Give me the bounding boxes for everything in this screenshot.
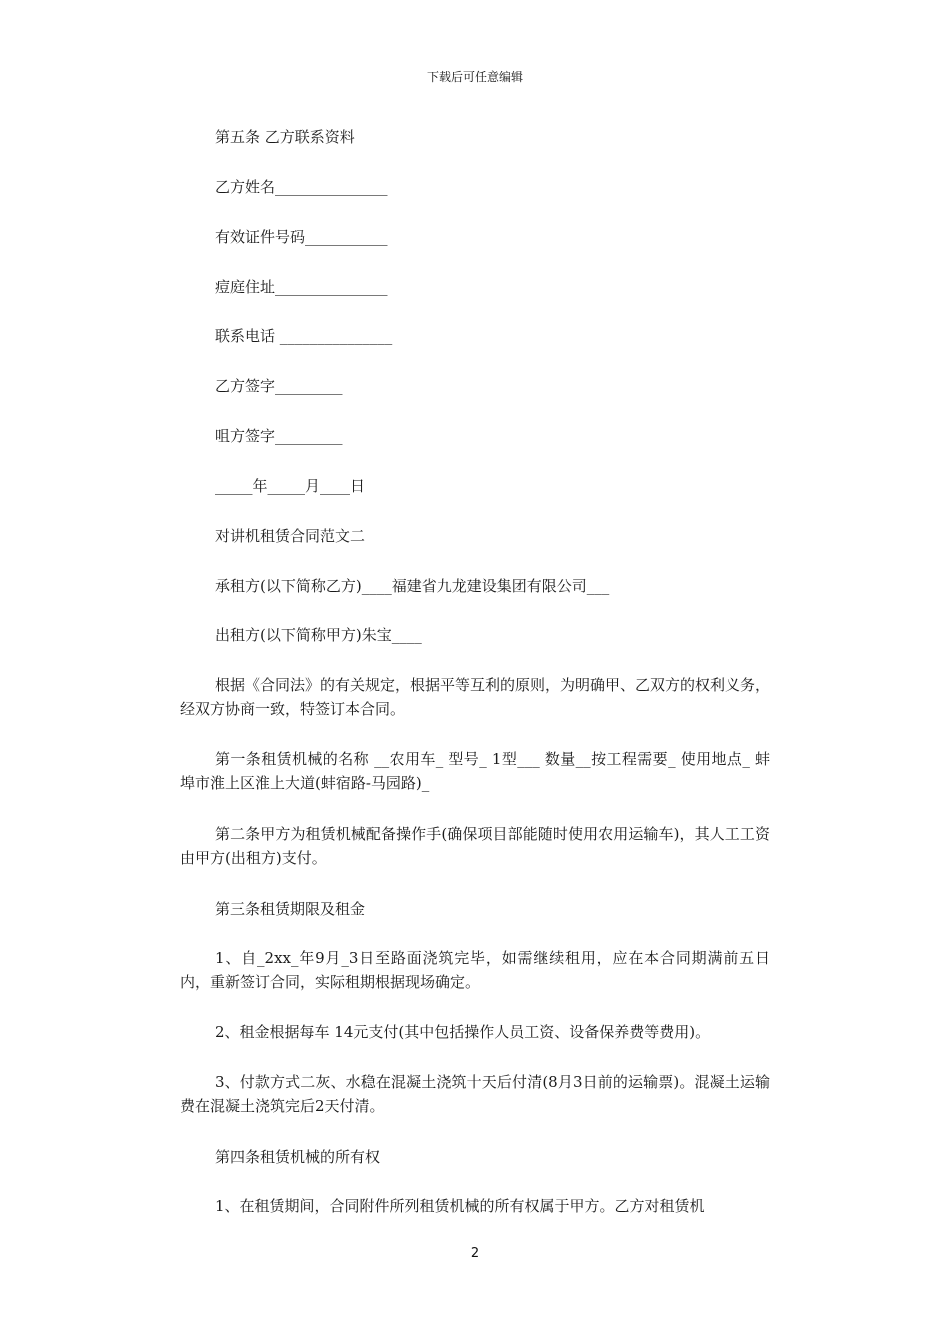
article-4-heading: 第四条租赁机械的所有权 xyxy=(215,1148,381,1166)
article-1-paragraph: 第一条租赁机械的名称 __农用车_ 型号_ 1型___ 数量__按工程需要_ 使用地点_ 蚌埠市淮上区淮上大道(蚌宿路-马园路)_ xyxy=(180,750,770,792)
article-4-clause-1: 1、在租赁期间，合同附件所列租赁机械的所有权属于甲方。乙方对租赁机 xyxy=(215,1197,705,1215)
lessee-line: 承租方(以下简称乙方)____福建省九龙建设集团有限公司___ xyxy=(215,577,610,595)
date-field: _____年_____月____日 xyxy=(215,477,366,495)
article-2-paragraph: 第二条甲方为租赁机械配备操作手(确保项目部能随时使用农用运输车)，其人工工资由甲方(出租方)支付。 xyxy=(180,825,770,867)
contract-title: 对讲机租赁合同范文二 xyxy=(215,527,366,545)
article-3-clause-1: 1、自_2xx_年9月_3日至路面浇筑完毕，如需继续租用，应在本合同期满前五日内，重新签订合同，实际租期根据现场确定。 xyxy=(180,949,770,991)
party-b-name-field: 乙方姓名_______________ xyxy=(215,178,388,196)
home-address-field: 痘庭住址_______________ xyxy=(215,278,388,296)
page-number: 2 xyxy=(470,1246,480,1261)
phone-field: 联系电话 _______________ xyxy=(215,327,393,345)
article-3-clause-3: 3、付款方式二灰、水稳在混凝土浇筑十天后付清(8月3日前的运输票)。混凝土运输费在混凝土浇筑完后2天付清。 xyxy=(180,1073,770,1115)
page-header: 下载后可任意编辑 xyxy=(426,70,523,84)
section-5-heading: 第五条 乙方联系资料 xyxy=(215,128,355,146)
id-number-field: 有效证件号码___________ xyxy=(215,228,388,246)
preamble-paragraph: 根据《合同法》的有关规定，根据平等互利的原则，为明确甲、乙双方的权利义务，经双方协商一致，特签订本合同。 xyxy=(180,676,771,718)
lessor-line: 出租方(以下简称甲方)朱宝____ xyxy=(215,626,422,644)
party-b-signature-field: 乙方签字_________ xyxy=(215,377,343,395)
party-a-signature-field: 咀方签字_________ xyxy=(215,427,343,445)
article-3-heading: 第三条租赁期限及租金 xyxy=(215,900,366,918)
article-3-clause-2: 2、租金根据每车 14元支付(其中包括操作人员工资、设备保养费等费用)。 xyxy=(215,1023,711,1041)
